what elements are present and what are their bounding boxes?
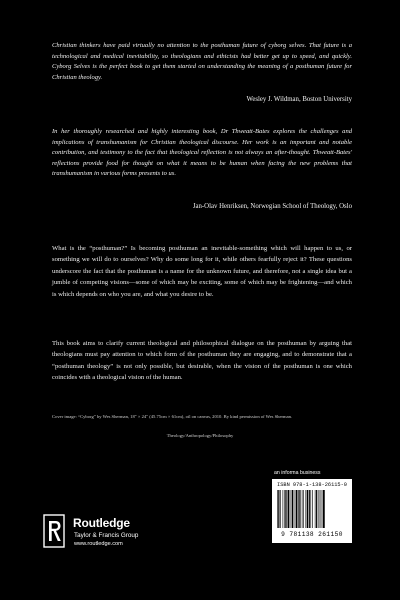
barcode-bar: [284, 490, 285, 528]
publisher-group: Taylor & Francis Group: [74, 532, 139, 539]
routledge-r-icon: [43, 514, 65, 548]
barcode-bar: [307, 490, 308, 528]
endorsement-quote-1: Christian thinkers have paid virtually no attention to the posthuman future of cyborg selves. That future is a technological and medical inevitability, so theologians and ethicists had better get up to speed, and quickly. Cyborg Selves is the perfect book to get them started on understanding the meaning of a posthuman future for Christian theology.: [52, 42, 352, 81]
barcode-bar: [278, 490, 279, 528]
barcode-bar: [312, 490, 313, 528]
isbn-label: ISBN 978-1-138-26115-0: [277, 482, 347, 488]
barcode-bar: [322, 490, 323, 528]
publisher-url[interactable]: www.routledge.com: [74, 541, 123, 547]
barcode-bar: [320, 490, 321, 528]
barcode-number: 9 781138 261150: [281, 531, 343, 538]
barcode-bar: [315, 490, 316, 528]
publisher-block: [43, 512, 183, 556]
isbn-barcode: [272, 479, 352, 543]
informa-tagline: an informa business: [274, 470, 321, 476]
barcode-bar: [299, 490, 300, 528]
barcode-bar: [306, 490, 307, 528]
barcode-bar: [280, 490, 281, 528]
cover-image-credit: Cover image: “Cyborg” by Wes Sherman, 18″ × 24″ (45.75cm × 61cm), oil on canvas, 2010. By kind permission of Wes Sherman.: [52, 414, 293, 419]
barcode-bar: [283, 490, 284, 528]
barcode-bar: [288, 490, 290, 528]
barcode-bar: [323, 490, 325, 528]
subject-categories: Theology/Anthropology/Philosophy: [166, 433, 234, 438]
barcode-bar: [296, 490, 298, 528]
publisher-name: Routledge: [73, 516, 130, 530]
barcode-bar: [298, 490, 299, 528]
barcode-bars: [276, 490, 348, 528]
barcode-bar: [319, 490, 320, 528]
barcode-bar: [302, 490, 303, 528]
barcode-bar: [310, 490, 311, 528]
endorsement-attribution-1: Wesley J. Wildman, Boston University: [246, 96, 352, 103]
barcode-bar: [309, 490, 310, 528]
description-paragraph-1: What is the “posthuman?” Is becoming posthuman an inevitable-something which will happen to us, or something we will do to ourselves? Why do some long for it, while others fearfully reject it? These questions underscore the fact that the posthuman is a name for the unknown future, and therefore, not a single idea but a jumble of competing visions—some of which may be exciting, some of which may be frightening—and which is which depends on who you are, and what you desire to be.: [52, 245, 352, 298]
endorsement-attribution-2: Jan-Olav Henriksen, Norwegian School of Theology, Oslo: [192, 203, 352, 210]
barcode-bar: [294, 490, 295, 528]
barcode-bar: [303, 490, 304, 528]
barcode-bar: [292, 490, 293, 528]
barcode-bar: [316, 490, 317, 528]
barcode-bar: [286, 490, 287, 528]
barcode-bar: [277, 490, 278, 528]
description-paragraph-2: This book aims to clarify current theological and philosophical dialogue on the posthuman by arguing that theologians must pay attention to which form of the posthuman they are engaging, and to demonstrate that a “posthuman theology” is not only possible, but desirable, when the vision of the posthuman is one which coincides with a theological vision of the human.: [52, 340, 352, 382]
barcode-bar: [291, 490, 292, 528]
endorsement-quote-2: In her thoroughly researched and highly interesting book, Dr Thweatt-Bates explores the challenges and implications of transhumanism for Christian theological discourse. Her work is an important and notable contribution, and testimony to the fact that theological reflection is not always an after-thought. Thweatt-Bates' reflections provide food for thought on what it means to be human when facing the new problems that transhumanism in various forms presents to us.: [52, 128, 352, 177]
